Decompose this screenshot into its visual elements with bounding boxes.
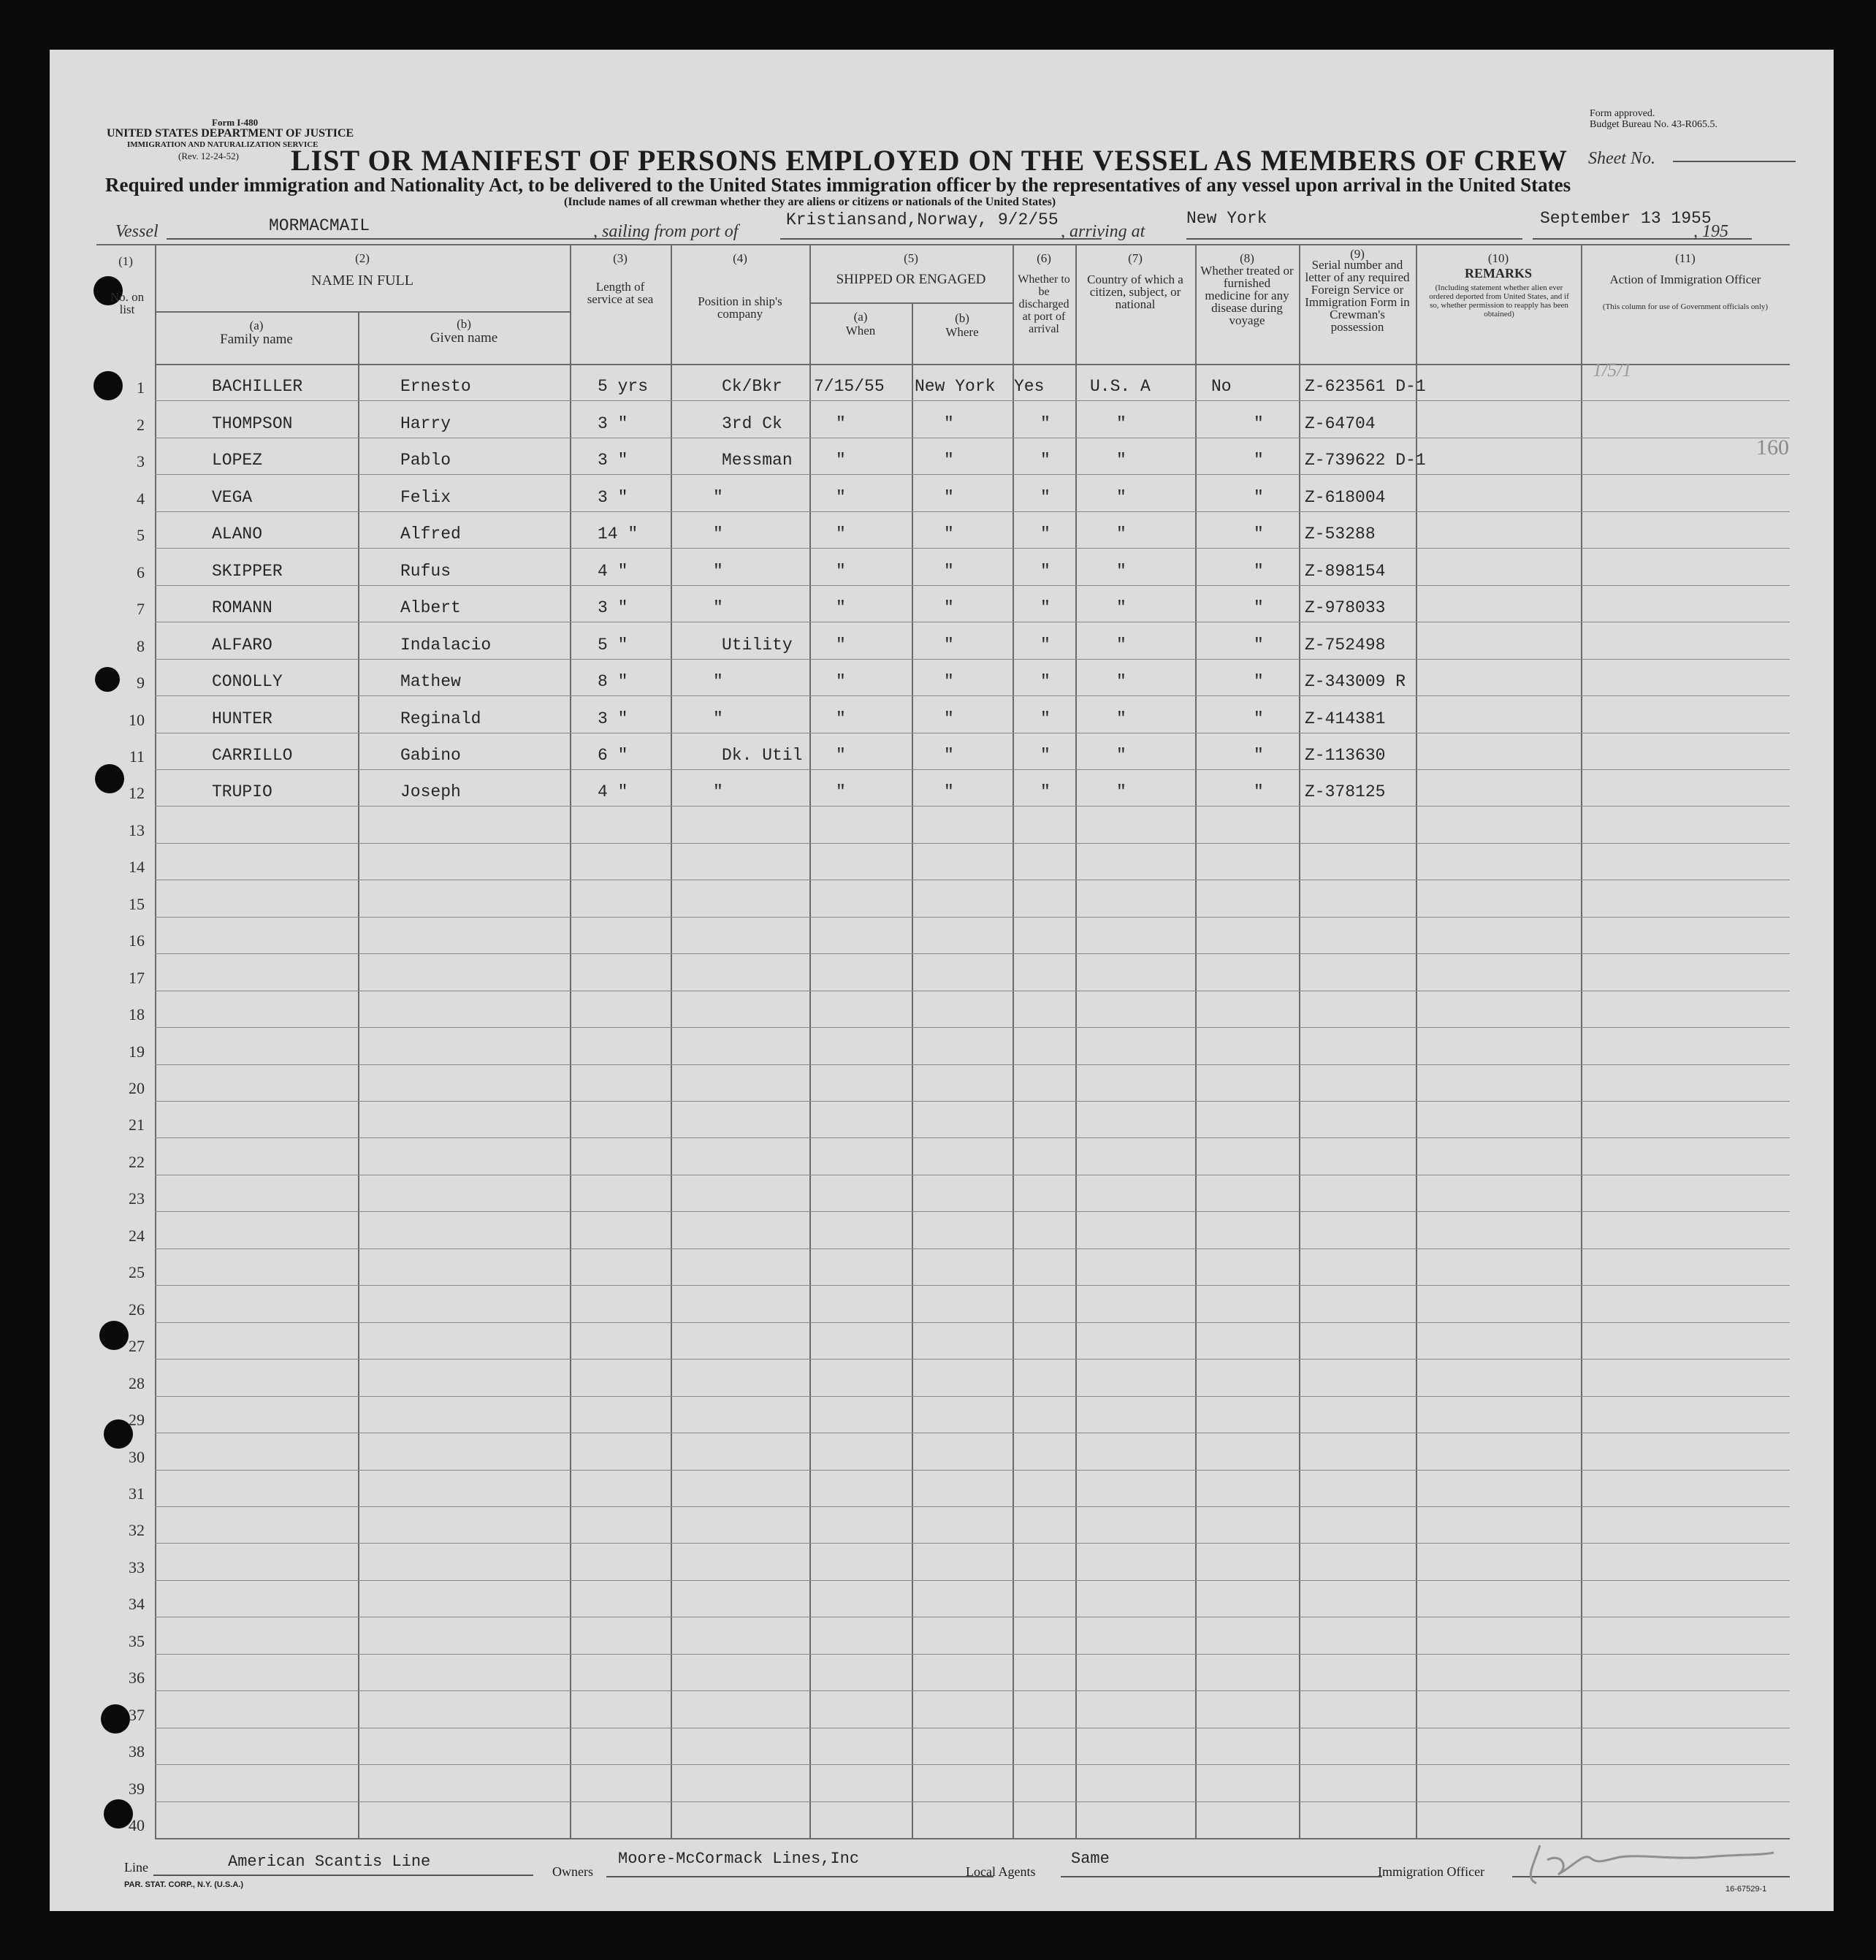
crew-serial-cell: Z-739622 D-1: [1305, 451, 1426, 470]
crew-where-cell: ": [944, 414, 954, 433]
crew-country-cell: ": [1116, 636, 1126, 655]
line-number: 24: [129, 1227, 145, 1245]
crew-serial-cell: Z-64704: [1305, 414, 1376, 433]
line-number: 33: [129, 1558, 145, 1576]
crew-position-cell: Dk. Util: [722, 746, 803, 765]
crew-given-cell: Pablo: [400, 451, 451, 470]
col2a-header: Family name: [220, 332, 293, 347]
line-number: 22: [129, 1153, 145, 1171]
crew-country-cell: ": [1116, 451, 1126, 470]
crew-position-cell: Messman: [722, 451, 793, 470]
line-name: American Scantis Line: [228, 1853, 431, 1871]
sheet-number-line: [1673, 161, 1796, 162]
line-number: 15: [129, 895, 145, 913]
crew-position-cell: ": [713, 598, 723, 617]
col9-header: Serial number and letter of any required Foreign Service or Immigration Form in Crewman's possession: [1305, 258, 1410, 334]
col7-header: Country of which a citizen, subject, or national: [1087, 272, 1183, 311]
crew-when-cell: ": [836, 636, 846, 655]
crew-service-cell: 3 ": [598, 598, 628, 617]
row-rule: [155, 1506, 1790, 1507]
line-number: 37: [129, 1706, 145, 1724]
line-number: 16: [129, 931, 145, 950]
crew-given-cell: Harry: [400, 414, 451, 433]
crew-where-cell: ": [944, 782, 954, 801]
crew-when-cell: 7/15/55: [814, 377, 885, 396]
form-number: Form I-480: [212, 117, 259, 128]
crew-serial-cell: Z-53288: [1305, 525, 1376, 544]
row-rule: [155, 1801, 1790, 1802]
line-number: 21: [129, 1116, 145, 1134]
line-number: 31: [129, 1484, 145, 1503]
crew-serial-cell: Z-343009 R: [1305, 672, 1406, 691]
line-number: 23: [129, 1189, 145, 1208]
crew-where-cell: ": [944, 636, 954, 655]
col10-note: (Including statement whether alien ever ordered deported from United States, and if so, whether permission to reapply has been obtained): [1429, 283, 1569, 319]
owners-label: Owners: [552, 1864, 593, 1879]
crew-medicine-cell: ": [1254, 414, 1264, 433]
col6-header: Whether to be discharged at port of arrival: [1018, 273, 1070, 335]
crew-service-cell: 3 ": [598, 414, 628, 433]
col2b-header: Given name: [430, 330, 498, 346]
include-note: (Include names of all crewman whether they are aliens or citizens or nationals of the United States): [564, 196, 1056, 208]
crew-discharge-cell: ": [1040, 636, 1051, 655]
col2-number: (2): [355, 251, 370, 265]
col3-header: Length of service at sea: [587, 280, 654, 306]
crew-country-cell: ": [1116, 709, 1126, 728]
crew-serial-cell: Z-618004: [1305, 488, 1386, 507]
col4-number: (4): [733, 251, 747, 265]
crew-where-cell: ": [944, 746, 954, 765]
row-rule: [155, 1543, 1790, 1544]
vessel-name: MORMACMAIL: [269, 216, 370, 235]
service-name: IMMIGRATION AND NATURALIZATION SERVICE: [127, 140, 319, 149]
line-number: 8: [137, 637, 145, 655]
row-rule: [155, 1470, 1790, 1471]
col2-header: NAME IN FULL: [311, 272, 413, 289]
col5b-number: (b): [955, 311, 969, 325]
crew-when-cell: ": [836, 414, 846, 433]
crew-family-cell: HUNTER: [212, 709, 272, 728]
line-number: 5: [137, 526, 145, 544]
line-number: 10: [129, 711, 145, 729]
crew-serial-cell: Z-898154: [1305, 562, 1386, 581]
row-rule: [155, 548, 1790, 549]
crew-serial-cell: Z-113630: [1305, 746, 1386, 765]
crew-where-cell: ": [944, 562, 954, 581]
col1-header: No. on list: [110, 290, 145, 316]
crew-serial-cell: Z-414381: [1305, 709, 1386, 728]
crew-given-cell: Albert: [400, 598, 461, 617]
crew-service-cell: 8 ": [598, 672, 628, 691]
crew-when-cell: ": [836, 488, 846, 507]
row-rule: [155, 1580, 1790, 1581]
crew-medicine-cell: ": [1254, 782, 1264, 801]
crew-medicine-cell: ": [1254, 598, 1264, 617]
col7-number: (7): [1128, 251, 1143, 265]
row-rule: [155, 1064, 1790, 1065]
vessel-line: [167, 238, 641, 240]
crew-position-cell: ": [713, 782, 723, 801]
line-number: 36: [129, 1669, 145, 1687]
line-number: 40: [129, 1816, 145, 1834]
from-port: Kristiansand,Norway, 9/2/55: [786, 210, 1059, 229]
form-title: LIST OR MANIFEST OF PERSONS EMPLOYED ON THE VESSEL AS MEMBERS OF CREW: [291, 144, 1568, 177]
agents-name: Same: [1071, 1850, 1110, 1868]
line-number: 19: [129, 1042, 145, 1061]
crew-family-cell: LOPEZ: [212, 451, 263, 470]
crew-country-cell: ": [1116, 672, 1126, 691]
col10-header: REMARKS: [1464, 266, 1532, 281]
crew-when-cell: ": [836, 598, 846, 617]
col1-number: (1): [118, 254, 133, 268]
crew-medicine-cell: ": [1254, 562, 1264, 581]
row-rule: [155, 1359, 1790, 1360]
row-rule: [155, 585, 1790, 586]
row-rule: [155, 1248, 1790, 1249]
manifest-sheet: [50, 50, 1834, 1911]
row-rule: [155, 1322, 1790, 1323]
line-number: 25: [129, 1263, 145, 1281]
officer-signature: [1518, 1838, 1781, 1889]
form-code: 16-67529-1: [1726, 1885, 1767, 1894]
crew-when-cell: ": [836, 746, 846, 765]
printer-note: PAR. STAT. CORP., N.Y. (U.S.A.): [124, 1880, 243, 1889]
col-divider: [809, 244, 811, 1838]
row-rule: [155, 474, 1790, 475]
crew-country-cell: ": [1116, 598, 1126, 617]
crew-discharge-cell: ": [1040, 709, 1051, 728]
col10-number: (10): [1487, 251, 1509, 265]
crew-discharge-cell: ": [1040, 451, 1051, 470]
row-rule: [155, 1396, 1790, 1397]
col5-header: SHIPPED OR ENGAGED: [836, 272, 986, 287]
name-subheader-rule: [155, 311, 570, 313]
col4-header: Position in ship's company: [698, 294, 782, 321]
crew-country-cell: ": [1116, 414, 1126, 433]
line-number: 32: [129, 1521, 145, 1539]
col-divider: [912, 302, 913, 1838]
crew-where-cell: ": [944, 525, 954, 544]
crew-family-cell: BACHILLER: [212, 377, 303, 396]
col-divider: [358, 313, 359, 1838]
margin-note: 160: [1756, 435, 1789, 460]
vessel-label: Vessel: [115, 222, 159, 241]
crew-where-cell: ": [944, 451, 954, 470]
col11-header: Action of Immigration Officer: [1609, 272, 1761, 286]
crew-medicine-cell: ": [1254, 525, 1264, 544]
sheet-number-label: Sheet No.: [1588, 149, 1655, 168]
col2a-number: (a): [249, 319, 264, 332]
line-label: Line: [124, 1860, 148, 1875]
col-divider: [1416, 244, 1417, 1838]
line-number: 9: [137, 674, 145, 692]
crew-given-cell: Indalacio: [400, 636, 492, 655]
crew-medicine-cell: ": [1254, 451, 1264, 470]
line-number: 18: [129, 1005, 145, 1023]
line-number: 17: [129, 969, 145, 987]
agents-label: Local Agents: [966, 1864, 1036, 1879]
crew-family-cell: TRUPIO: [212, 782, 272, 801]
crew-when-cell: ": [836, 451, 846, 470]
crew-given-cell: Rufus: [400, 562, 451, 581]
crew-country-cell: ": [1116, 562, 1126, 581]
crew-service-cell: 14 ": [598, 525, 638, 544]
row-rule: [155, 1211, 1790, 1212]
col-divider: [1195, 244, 1197, 1838]
crew-medicine-cell: ": [1254, 709, 1264, 728]
crew-when-cell: ": [836, 782, 846, 801]
col2b-number: (b): [457, 317, 471, 331]
row-rule: [155, 1764, 1790, 1765]
crew-service-cell: 4 ": [598, 562, 628, 581]
department-name: UNITED STATES DEPARTMENT OF JUSTICE: [107, 127, 354, 140]
crew-medicine-cell: ": [1254, 488, 1264, 507]
crew-discharge-cell: ": [1040, 672, 1051, 691]
crew-when-cell: ": [836, 672, 846, 691]
col8-number: (8): [1240, 251, 1254, 265]
crew-family-cell: ALANO: [212, 525, 263, 544]
line-underline: [153, 1875, 533, 1876]
header-bottom-rule: [155, 364, 1790, 365]
crew-family-cell: SKIPPER: [212, 562, 283, 581]
line-number: 39: [129, 1780, 145, 1798]
row-rule: [155, 1690, 1790, 1691]
arriving-line: [1186, 238, 1522, 240]
year-suffix: , 195: [1693, 222, 1728, 241]
col-divider: [570, 244, 571, 1838]
line-number: 12: [129, 784, 145, 802]
col11-note: (This column for use of Government officials only): [1602, 302, 1769, 311]
line-number: 26: [129, 1300, 145, 1319]
crew-serial-cell: Z-978033: [1305, 598, 1386, 617]
crew-family-cell: THOMPSON: [212, 414, 293, 433]
col6-number: (6): [1037, 251, 1051, 265]
table-top-rule: [96, 244, 1790, 245]
port-line: [780, 238, 1102, 240]
form-subtitle: Required under immigration and Nationality Act, to be delivered to the United States immigration officer by the representatives of any vessel upon arrival in the United States: [105, 174, 1571, 196]
col5a-number: (a): [853, 310, 868, 324]
row-rule: [155, 953, 1790, 954]
row-rule: [155, 917, 1790, 918]
crew-discharge-cell: ": [1040, 414, 1051, 433]
line-number: 7: [137, 600, 145, 618]
row-rule: [155, 1137, 1790, 1138]
arriving-label: , arriving at: [1061, 222, 1145, 241]
col8-header: Whether treated or furnished medicine for any disease during voyage: [1200, 264, 1294, 327]
crew-where-cell: ": [944, 709, 954, 728]
row-rule: [155, 400, 1790, 401]
crew-service-cell: 3 ": [598, 488, 628, 507]
line-number: 14: [129, 858, 145, 876]
crew-medicine-cell: ": [1254, 672, 1264, 691]
crew-service-cell: 6 ": [598, 746, 628, 765]
crew-discharge-cell: ": [1040, 525, 1051, 544]
row-rule: [155, 1101, 1790, 1102]
crew-where-cell: New York: [915, 377, 996, 396]
shipped-subheader-rule: [809, 302, 1013, 304]
line-number: 13: [129, 821, 145, 839]
crew-given-cell: Reginald: [400, 709, 481, 728]
crew-position-cell: Utility: [722, 636, 793, 655]
owners-underline: [606, 1876, 994, 1877]
line-number: 27: [129, 1337, 145, 1355]
line-number: 1: [137, 378, 145, 397]
crew-discharge-cell: ": [1040, 782, 1051, 801]
crew-position-cell: ": [713, 672, 723, 691]
crew-service-cell: 3 ": [598, 709, 628, 728]
crew-family-cell: CONOLLY: [212, 672, 283, 691]
row-rule: [155, 769, 1790, 770]
crew-medicine-cell: No: [1211, 377, 1232, 396]
col-divider: [1581, 244, 1582, 1838]
crew-country-cell: ": [1116, 746, 1126, 765]
crew-family-cell: ALFARO: [212, 636, 272, 655]
form-approval: Form approved.: [1590, 108, 1655, 119]
crew-discharge-cell: Yes: [1014, 377, 1045, 396]
crew-given-cell: Alfred: [400, 525, 461, 544]
crew-where-cell: ": [944, 488, 954, 507]
arrival-date: September 13 1955: [1540, 209, 1712, 228]
line-number: 20: [129, 1079, 145, 1097]
crew-family-cell: CARRILLO: [212, 746, 293, 765]
crew-discharge-cell: ": [1040, 746, 1051, 765]
line-number: 4: [137, 489, 145, 508]
col5a-header: When: [845, 324, 876, 338]
row-rule: [155, 659, 1790, 660]
line-number: 35: [129, 1632, 145, 1650]
col3-number: (3): [613, 251, 628, 265]
crew-medicine-cell: ": [1254, 746, 1264, 765]
officer-label: Immigration Officer: [1378, 1864, 1485, 1879]
crew-serial-cell: Z-752498: [1305, 636, 1386, 655]
crew-given-cell: Joseph: [400, 782, 461, 801]
crew-serial-cell: Z-623561 D-1: [1305, 377, 1426, 396]
line-number: 28: [129, 1374, 145, 1392]
line-number: 38: [129, 1742, 145, 1761]
crew-country-cell: ": [1116, 782, 1126, 801]
crew-service-cell: 5 ": [598, 636, 628, 655]
crew-given-cell: Ernesto: [400, 377, 471, 396]
crew-discharge-cell: ": [1040, 598, 1051, 617]
crew-given-cell: Felix: [400, 488, 451, 507]
arriving-port: New York: [1186, 209, 1267, 228]
crew-position-cell: ": [713, 709, 723, 728]
line-number: 34: [129, 1595, 145, 1613]
sheet-number-field: [1588, 149, 1655, 169]
col-divider: [1075, 244, 1077, 1838]
crew-country-cell: ": [1116, 488, 1126, 507]
owners-name: Moore-McCormack Lines,Inc: [618, 1850, 860, 1868]
crew-service-cell: 5 yrs: [598, 377, 649, 396]
crew-when-cell: ": [836, 525, 846, 544]
col-divider: [1013, 244, 1014, 1838]
crew-country-cell: U.S. A: [1090, 377, 1151, 396]
form-revision: (Rev. 12-24-52): [178, 150, 239, 161]
col11-number: (11): [1675, 251, 1696, 265]
col5-number: (5): [904, 251, 918, 265]
crew-service-cell: 3 ": [598, 451, 628, 470]
crew-country-cell: ": [1116, 525, 1126, 544]
row-rule: [155, 1027, 1790, 1028]
agents-underline: [1061, 1876, 1382, 1877]
row-rule: [155, 695, 1790, 696]
row-rule: [155, 1285, 1790, 1286]
sailing-label: , sailing from port of: [593, 222, 739, 241]
line-number: 6: [137, 563, 145, 581]
row-rule: [155, 1654, 1790, 1655]
col9-number: (9): [1350, 247, 1365, 261]
budget-bureau-number: Budget Bureau No. 43-R065.5.: [1590, 119, 1717, 130]
line-number: 30: [129, 1448, 145, 1466]
crew-service-cell: 4 ": [598, 782, 628, 801]
col-divider: [671, 244, 672, 1838]
crew-where-cell: ": [944, 598, 954, 617]
col5b-header: Where: [945, 325, 979, 339]
crew-discharge-cell: ": [1040, 562, 1051, 581]
line-number: 3: [137, 452, 145, 470]
crew-position-cell: ": [713, 525, 723, 544]
col-divider: [1299, 244, 1300, 1838]
crew-given-cell: Mathew: [400, 672, 461, 691]
crew-position-cell: 3rd Ck: [722, 414, 782, 433]
crew-family-cell: ROMANN: [212, 598, 272, 617]
crew-position-cell: Ck/Bkr: [722, 377, 782, 396]
col-divider: [155, 244, 156, 1838]
crew-where-cell: ": [944, 672, 954, 691]
line-number: 11: [129, 747, 145, 766]
row-rule: [155, 511, 1790, 512]
action-handwritten-note: 1/5/1: [1593, 359, 1632, 381]
crew-position-cell: ": [713, 488, 723, 507]
crew-when-cell: ": [836, 562, 846, 581]
crew-serial-cell: Z-378125: [1305, 782, 1386, 801]
row-rule: [155, 806, 1790, 807]
line-number: 2: [137, 416, 145, 434]
crew-discharge-cell: ": [1040, 488, 1051, 507]
row-rule: [155, 843, 1790, 844]
crew-position-cell: ": [713, 562, 723, 581]
line-number: 29: [129, 1411, 145, 1429]
crew-family-cell: VEGA: [212, 488, 253, 507]
crew-when-cell: ": [836, 709, 846, 728]
crew-medicine-cell: ": [1254, 636, 1264, 655]
crew-given-cell: Gabino: [400, 746, 461, 765]
